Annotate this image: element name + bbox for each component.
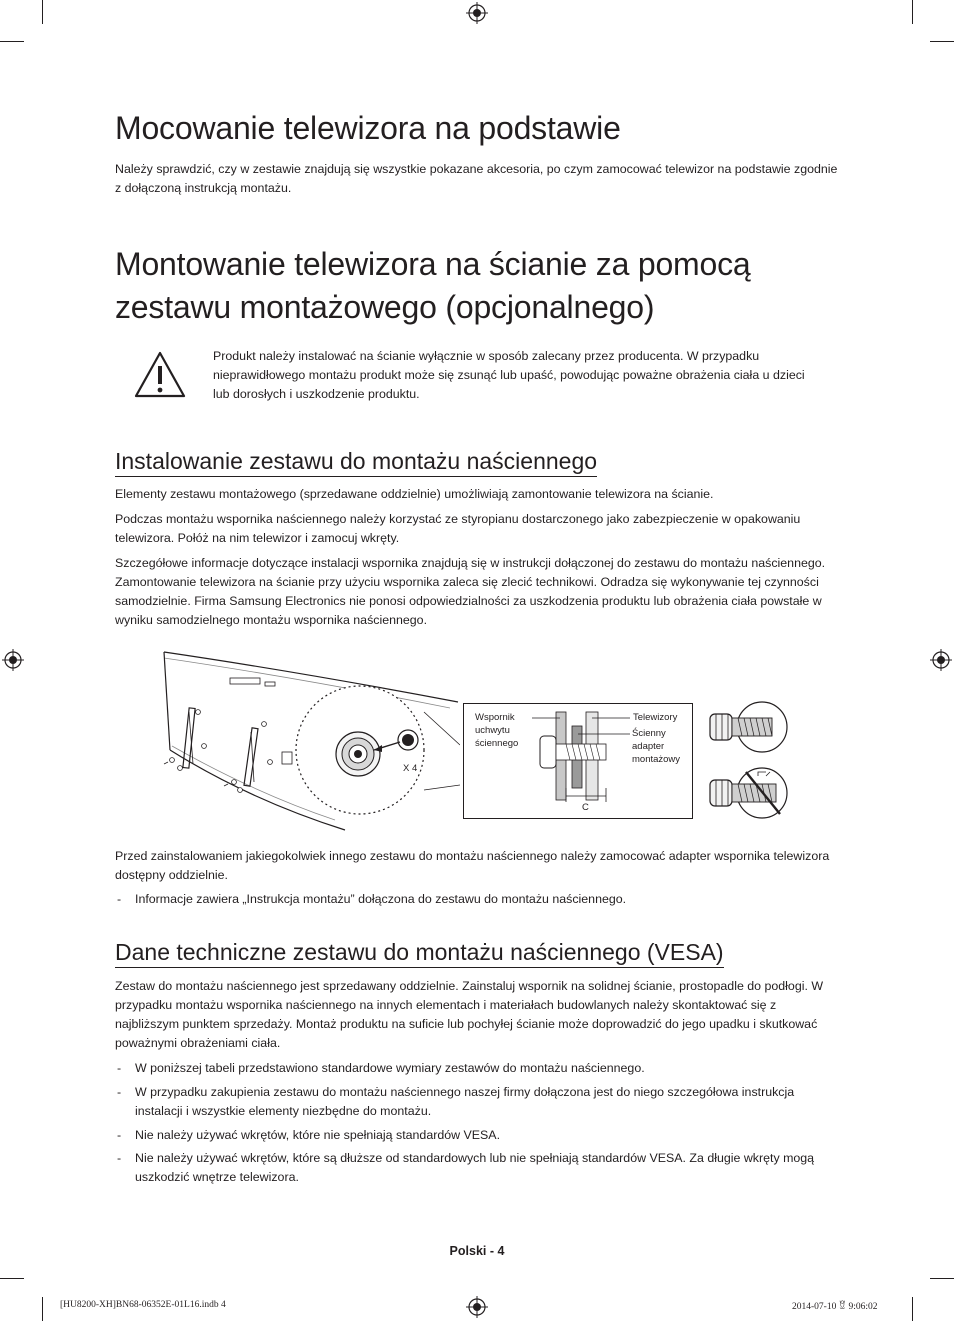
vesa-paragraph: Zestaw do montażu naściennego jest sprzedawany oddzielnie. Zainstaluj wspornik na solidnej ścianie, prostopadle do podłogi. W przypadku montażu wspornika naściennego na innych elementach i materiałach budowlanych należy skontaktować się z najbliższym punktem sprzedaży. Montaż produktu na suficie lub pochyłej ścianie może doprowadzić do jego upadku i skutkować poważnymi obrażeniami ciała. xyxy=(115,979,824,1050)
vesa-note-item: - Nie należy używać wkrętów, które nie spełniają standardów VESA. xyxy=(117,1128,501,1142)
tv-back-mounting-diagram xyxy=(160,650,460,835)
crop-mark xyxy=(912,1297,913,1321)
crop-mark xyxy=(0,1278,24,1279)
screw-quantity-label: X 4 xyxy=(403,763,418,774)
registration-mark-icon xyxy=(466,1296,488,1318)
bracket-cross-section-diagram xyxy=(530,708,630,808)
vesa-note-item: - W poniższej tabeli przedstawiono standardowe wymiary zestawów do montażu naściennego. xyxy=(117,1061,645,1075)
subsection-title-install: Instalowanie zestawu do montażu naściennego xyxy=(115,447,597,477)
subsection-title-vesa: Dane techniczne zestawu do montażu naściennego (VESA) xyxy=(115,938,724,968)
install-paragraph-1: Elementy zestawu montażowego (sprzedawane oddzielnie) umożliwiają zamontowanie telewizora na ścianie. xyxy=(115,487,714,501)
crop-mark xyxy=(930,41,954,42)
install-paragraph-3: Szczegółowe informacje dotyczące instalacji wspornika znajdują się w instrukcji dołączonej do zestawu do montażu naściennego. Zamontowanie telewizora na ścianie przy użyciu wspornika zaleca się zlecić technikowi. Odradza się wykonywanie tej czynności samodzielnie. Firma Samsung Electronics nie ponosi odpowiedzialności za uszkodzenia produktu lub obrażenia ciała powstałe w wyniku samodzielnego montażu wspornika naściennego. xyxy=(115,556,826,627)
registration-mark-icon xyxy=(2,649,24,671)
warning-triangle-icon xyxy=(133,350,187,400)
crop-mark xyxy=(0,41,24,42)
incorrect-screw-icon xyxy=(706,766,790,820)
registration-mark-icon xyxy=(930,649,952,671)
crop-mark xyxy=(930,1278,954,1279)
section-title-stand: Mocowanie telewizora na podstawie xyxy=(115,110,621,146)
label-tv: Telewizory xyxy=(633,712,678,723)
crop-mark xyxy=(912,0,913,24)
label-wall-adapter: Ścienny adapter montażowy xyxy=(632,728,681,765)
stand-paragraph: Należy sprawdzić, czy w zestawie znajdują się wszystkie pokazane akcesoria, po czym zamocować telewizor na podstawie zgodnie z dołączoną instrukcją montażu. xyxy=(115,162,838,195)
vesa-note-item: - Nie należy używać wkrętów, które są dłuższe od standardowych lub nie spełniają standardów VESA. Za długie wkręty mogą uszkodzić wnętrze telewizora. xyxy=(117,1151,815,1184)
print-file-info: [HU8200-XH]BN68-06352E-01L16.indb 4 xyxy=(60,1300,226,1310)
warning-paragraph: Produkt należy instalować na ścianie wyłącznie w sposób zalecany przez producenta. W przypadku nieprawidłowego montażu produkt może się zsunąć lub upaść, powodując poważne obrażenia ciała u dzieci lub dorosłych i uszkodzenie produktu. xyxy=(213,349,805,401)
crop-mark xyxy=(42,1297,43,1321)
registration-mark-icon xyxy=(466,2,488,24)
correct-screw-icon xyxy=(706,700,790,754)
install-paragraph-4: Przed zainstalowaniem jakiegokolwiek innego zestawu do montażu naściennego należy zamocować adapter wspornika telewizora dostępny oddzielnie. xyxy=(115,849,830,882)
vesa-note-item: - W przypadku zakupienia zestawu do montażu naściennego naszej firmy dołączona jest do niego szczegółowa instrukcja instalacji i wszystkie elementy niezbędne do montażu. xyxy=(117,1085,795,1118)
install-paragraph-2: Podczas montażu wspornika naściennego należy korzystać ze styropianu dostarczonego jako zabezpieczenie w opakowaniu telewizora. Połóż na nim telewizor i zamocuj wkręty. xyxy=(115,512,801,545)
print-date-info: 2014-07-10 ꆚ 9:06:02 xyxy=(792,1302,878,1312)
label-wall-bracket: Wspornik uchwytu ściennego xyxy=(475,712,519,749)
crop-mark xyxy=(42,0,43,24)
section-title-wall-line1: Montowanie telewizora na ścianie za pomocą xyxy=(115,246,751,282)
install-note-item: - Informacje zawiera „Instrukcja montażu” dołączona do zestawu do montażu naściennego. xyxy=(117,892,627,906)
page-number: Polski - 4 xyxy=(449,1244,505,1258)
section-title-wall-line2: zestawu montażowego (opcjonalnego) xyxy=(115,289,655,325)
label-dimension-c: C xyxy=(582,802,589,813)
